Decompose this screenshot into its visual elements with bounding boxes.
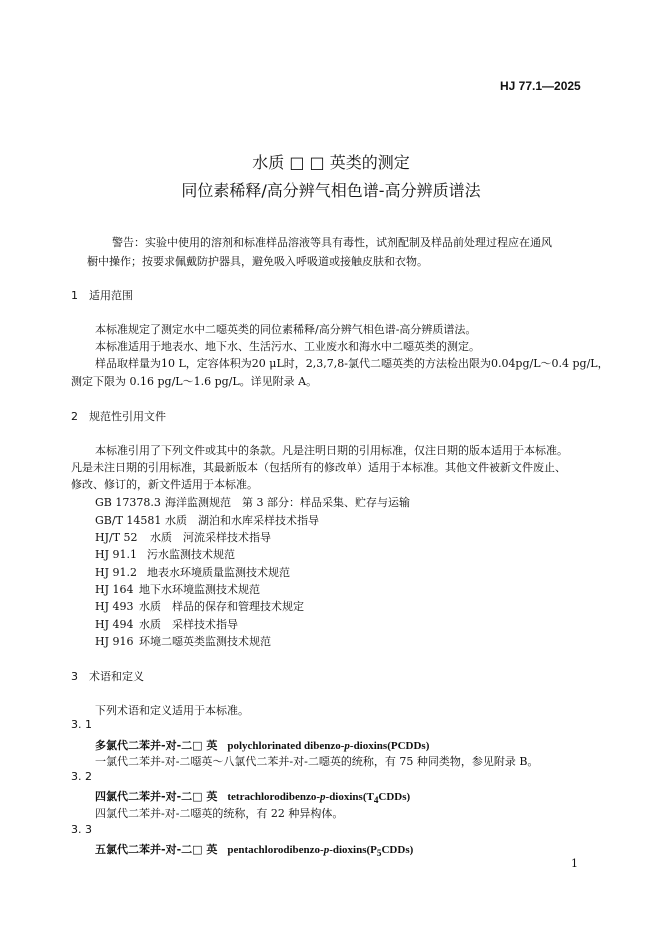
reference-code: HJ 494 [95,618,134,631]
reference-title: 水质 湖泊和水库采样技术指导 [165,514,319,527]
reference-code: GB 17378.3 [95,496,161,509]
reference-code: GB/T 14581 [95,514,162,527]
reference-item [95,512,319,528]
term-heading [95,737,429,753]
section-heading-2 [71,408,166,424]
paragraph-continued: 修改、修订的，新文件适用于本标准。 [71,478,258,491]
reference-item [95,633,271,649]
reference-title: 水质 河流采样技术指导 [150,531,271,544]
section-number: 1 [71,289,78,302]
term-heading [95,841,413,858]
section-heading-3 [71,668,144,684]
standard-number: HJ 77.1—2025 [500,79,581,93]
warning-line-2: 橱中操作；按要求佩戴防护器具，避免吸入呼吸道或接触皮肤和衣物。 [87,255,428,268]
reference-code: HJ 91.2 [95,566,137,579]
reference-item [95,494,410,510]
reference-item [95,598,304,614]
section-number: 3 [71,670,78,683]
paragraph: 本标准适用于地表水、地下水、生活污水、工业废水和海水中二噁英类的测定。 [95,340,480,353]
reference-item [95,529,271,545]
term-english: polychlorinated dibenzo-p-dioxins(PCDDs) [227,740,430,752]
term-chinese: 五氯代二苯并-对-二□ 英 [95,843,218,856]
reference-title: 海洋监测规范 第 3 部分：样品采集、贮存与运输 [165,496,410,509]
document-title-line-2: 同位素稀释/高分辨气相色谱-高分辨质谱法 [181,181,481,200]
term-number: 3. 3 [71,823,92,836]
reference-title: 地下水环境监测技术规范 [139,583,260,596]
reference-code: HJ 91.1 [95,548,137,561]
section-number: 2 [71,410,78,423]
term-number: 3. 1 [71,718,92,731]
term-english: tetrachlorodibenzo-$p-dioxins(T_4CDDs)$ [227,791,411,806]
warning-line-1: 警告：实验中使用的溶剂和标准样品溶液等具有毒性，试剂配制及样品前处理过程应在通风 [112,236,552,249]
reference-code: HJ/T 52 [95,531,138,544]
paragraph-continued: 凡是未注日期的引用标准，其最新版本（包括所有的修改单）适用于本标准。其他文件被新文件废止、 [71,461,566,474]
term-chinese: 多氯代二苯并-对-二□ 英 [95,739,218,752]
page-number: 1 [571,857,578,870]
section-title: 适用范围 [89,289,133,302]
reference-title: 水质 采样技术指导 [139,618,238,631]
paragraph: 样品取样量为10 L，定容体积为20 μL时，2,3,7,8-氯代二噁英类的方法检出限为0.04pg/L～0.4 pg/L， [95,357,609,370]
paragraph: 本标准规定了测定水中二噁英类的同位素稀释/高分辨气相色谱-高分辨质谱法。 [95,323,477,336]
term-english: pentachlorodibenzo-$p-dioxins(P_5CDDs)$ [227,844,414,859]
section-title: 规范性引用文件 [89,410,166,423]
reference-title: 水质 样品的保存和管理技术规定 [139,600,304,613]
term-number: 3. 2 [71,770,92,783]
term-heading [95,788,410,805]
paragraph: 下列术语和定义适用于本标准。 [95,704,249,717]
reference-item [95,616,238,632]
reference-code: HJ 493 [95,600,134,613]
reference-title: 地表水环境质量监测技术规范 [147,566,290,579]
term-definition: 一氯代二苯并-对-二噁英～八氯代二苯并-对-二噁英的统称，有 75 种同类物，参见附录 B。 [95,755,539,768]
reference-title: 环境二噁英类监测技术规范 [139,635,271,648]
paragraph-continued: 测定下限为 0.16 pg/L～1.6 pg/L。详见附录 A。 [71,375,318,388]
reference-code: HJ 164 [95,583,134,596]
reference-title: 污水监测技术规范 [147,548,235,561]
reference-item [95,581,260,597]
section-heading-1 [71,287,133,303]
term-chinese: 四氯代二苯并-对-二□ 英 [95,790,218,803]
reference-item [95,564,290,580]
section-title: 术语和定义 [89,670,144,683]
paragraph: 本标准引用了下列文件或其中的条款。凡是注明日期的引用标准，仅注日期的版本适用于本标准。 [95,444,568,457]
document-title-line-1: 水质 □ □ 英类的测定 [252,153,410,172]
reference-code: HJ 916 [95,635,134,648]
reference-item [95,546,235,562]
term-definition: 四氯代二苯并-对-二噁英的统称，有 22 种异构体。 [95,807,344,820]
